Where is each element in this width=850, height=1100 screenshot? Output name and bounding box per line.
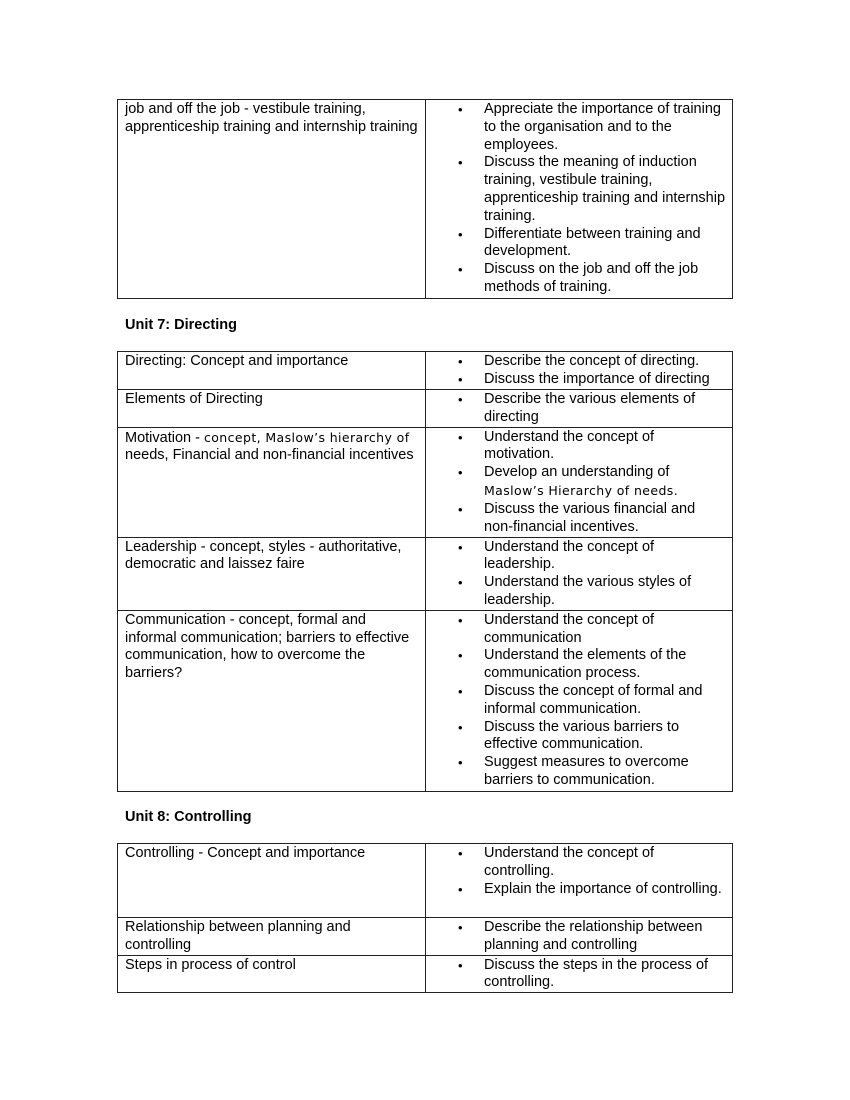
controlling-table [117,843,733,993]
topic-cell: Controlling - Concept and importance [118,844,426,918]
list-item: • Suggest measures to overcome barriers to communication. [484,754,728,790]
list-item: • Describe the various elements of directing [484,391,728,427]
list-item-text: Develop an understanding of [484,464,670,481]
objectives-list [426,845,728,898]
objectives-list [426,539,728,610]
list-item: • Discuss the concept of formal and informal communication. [484,683,728,719]
list-item: • Discuss the meaning of induction training, vestibule training, apprenticeship training and internship training. [484,154,728,225]
unit-8-heading: Unit 8: Controlling [125,809,252,825]
topic-cell: job and off the job - vestibule training, apprenticeship training and internship training [118,100,426,299]
topic-cell: Leadership - concept, styles - authoritative, democratic and laissez faire [118,537,426,610]
list-item: • Understand the concept of motivation. [484,429,728,465]
list-item: • Explain the importance of controlling. [484,881,728,899]
table-row [118,100,733,299]
table-row [118,352,733,390]
list-item: • Appreciate the importance of training to the organisation and to the employees. [484,101,728,154]
table-row [118,390,733,428]
list-item: • Understand the various styles of leadership. [484,574,728,610]
table-row [118,537,733,610]
topic-text: needs, Financial and non-financial incentives [125,447,414,464]
objectives-cell [426,610,733,791]
list-item: • Understand the concept of controlling. [484,845,728,881]
objectives-list [426,101,728,297]
objectives-list [426,612,728,790]
topic-cell: Communication - concept, formal and informal communication; barriers to effective communication, how to overcome the barriers? [118,610,426,791]
directing-table [117,351,733,792]
objectives-cell [426,537,733,610]
objectives-cell [426,918,733,956]
list-item: • Differentiate between training and development. [484,226,728,262]
topic-cell: Relationship between planning and controlling [118,918,426,956]
topic-text: Motivation - [125,429,204,446]
list-item [484,464,728,501]
table-row [118,955,733,993]
objectives-cell [426,427,733,537]
topic-cell: Steps in process of control [118,955,426,993]
list-item: • Discuss on the job and off the job methods of training. [484,261,728,297]
list-item: • Discuss the steps in the process of controlling. [484,957,728,993]
objectives-cell [426,352,733,390]
list-item: • Understand the concept of communication [484,612,728,648]
objectives-cell [426,390,733,428]
table-row [118,427,733,537]
objectives-list [426,919,728,955]
list-item: • Describe the concept of directing. [484,353,728,371]
objectives-list [426,957,728,993]
list-item: • Understand the concept of leadership. [484,539,728,575]
list-item: • Discuss the importance of directing [484,371,728,389]
topic-text-alt: concept, Maslow’s hierarchy of [203,429,410,445]
list-item-text-alt: Maslow’s Hierarchy of needs. [484,482,679,498]
objectives-cell [426,844,733,918]
table-row [118,610,733,791]
objectives-list [426,353,728,389]
objectives-cell [426,955,733,993]
objectives-list [426,429,728,537]
table-row [118,844,733,918]
list-item: • Discuss the various barriers to effective communication. [484,719,728,755]
topic-cell [118,427,426,537]
unit-7-heading: Unit 7: Directing [125,317,237,333]
table-row [118,918,733,956]
topic-cell: Directing: Concept and importance [118,352,426,390]
list-item: • Describe the relationship between planning and controlling [484,919,728,955]
topic-cell: Elements of Directing [118,390,426,428]
list-item: • Understand the elements of the communication process. [484,647,728,683]
objectives-cell [426,100,733,299]
list-item: • Discuss the various financial and non-financial incentives. [484,501,728,537]
objectives-list [426,391,728,427]
training-table [117,99,733,299]
